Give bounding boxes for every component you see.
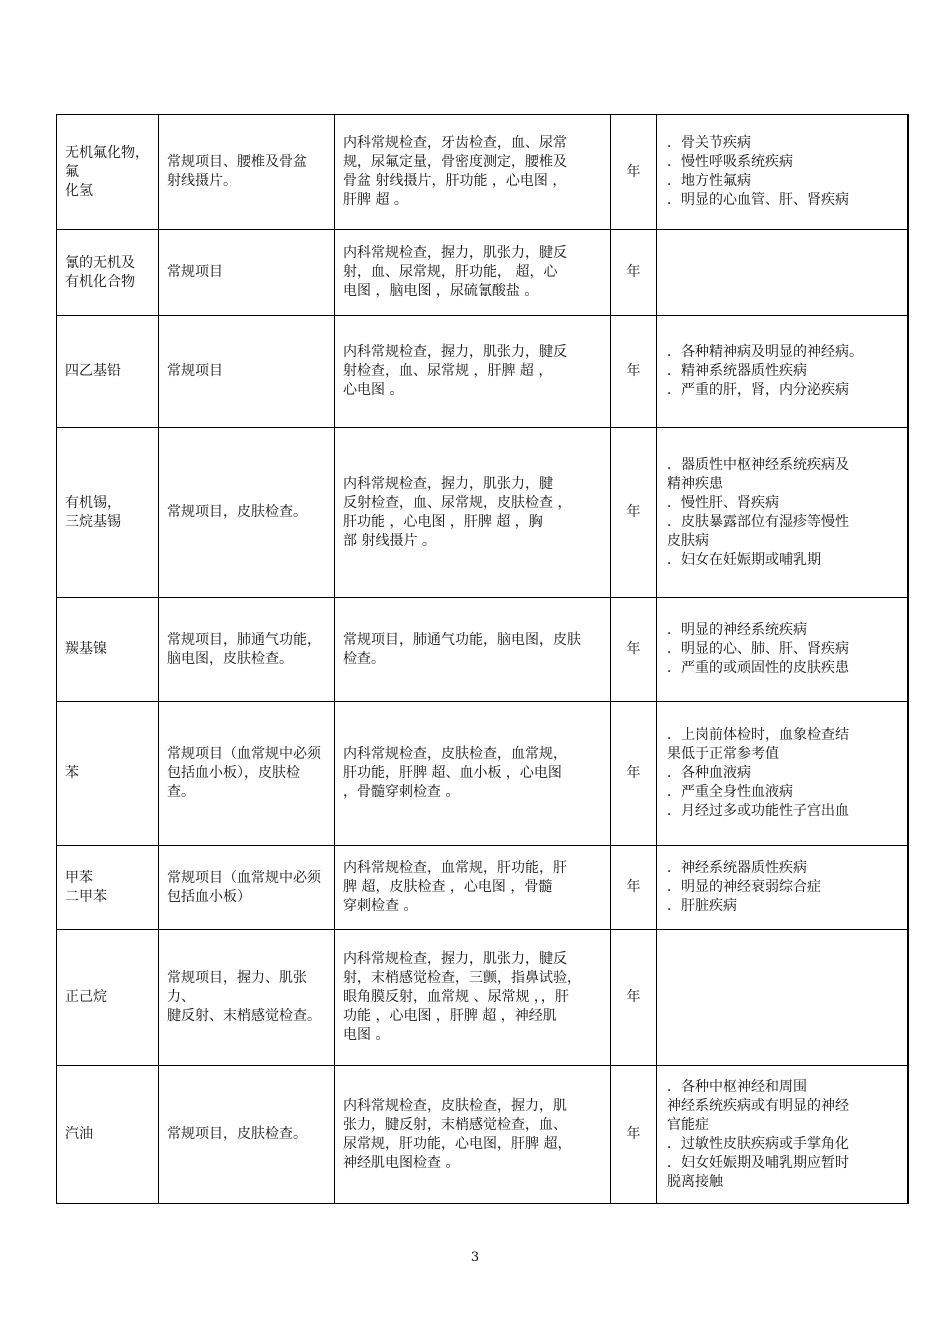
table-row	[57, 702, 908, 846]
exam-content-cell	[335, 598, 611, 702]
cell-text-line: 官能症	[667, 1116, 709, 1133]
contraindication-cell	[657, 316, 908, 428]
cell-text-line: 精神疾患	[667, 475, 723, 492]
cell-text-line: ．神经系统器质性疾病	[667, 860, 807, 876]
cell-text-line: 规，尿氟定量，骨密度测定，腰椎及	[343, 154, 567, 170]
cell-text-line: 张力，腱反射，末梢感觉检查，血、	[343, 1116, 567, 1133]
cell-text-line: ．地方性氟病	[667, 173, 751, 189]
table-row	[57, 428, 908, 598]
exam-items-cell	[159, 1066, 335, 1204]
cell-text-line: 内科常规检查，血常规，肝功能，肝	[343, 860, 567, 876]
cell-text-line: 氰的无机及	[65, 254, 135, 271]
contraindication-cell	[657, 230, 908, 316]
frequency-cell: 年	[611, 702, 657, 846]
cell-text-line: 内科常规检查，握力，肌张力，腱反	[343, 344, 567, 360]
exam-table-body	[57, 115, 908, 1204]
cell-text-line: ，骨髓穿刺检查 。	[343, 784, 460, 800]
cell-text-line: ．明显的心血管、肝、肾疾病	[667, 192, 849, 208]
contraindication-cell	[657, 930, 908, 1066]
cell-text-line: 功能 ，心电图 ，肝脾 超 ，神经肌	[343, 1008, 557, 1024]
exam-content-cell	[335, 1066, 611, 1204]
cell-text-line: 神经肌电图检查 。	[343, 1154, 460, 1171]
table-row	[57, 115, 908, 230]
table-row	[57, 230, 908, 316]
cell-text-line: 无机氟化物，氟	[65, 144, 149, 180]
cell-text-line: 常规项目，皮肤检查。	[167, 504, 307, 520]
cell-text-line: ．各种精神病及明显的神经病。	[667, 344, 863, 360]
contraindication-cell	[657, 428, 908, 598]
exam-items-cell	[159, 428, 335, 598]
cell-text-line: ．严重全身性血液病	[667, 784, 793, 800]
cell-text-line: 果低于正常参考值	[667, 746, 779, 762]
substance-cell	[57, 1066, 159, 1204]
cell-text-line: 常规项目	[167, 363, 223, 379]
cell-text-line: ．慢性肝、肾疾病	[667, 494, 779, 511]
cell-text-line: 检查。	[343, 650, 385, 667]
contraindication-cell	[657, 1066, 908, 1204]
substance-cell	[57, 115, 159, 230]
cell-text-line: 甲苯	[65, 869, 93, 886]
cell-text-line: 眼角膜反射，血常规 、尿常规 ，，肝	[343, 989, 569, 1005]
cell-text-line: ．明显的心、肺、肝、肾疾病	[667, 641, 849, 657]
cell-text-line: ．慢性呼吸系统疾病	[667, 154, 793, 170]
cell-text-line: ．器质性中枢神经系统疾病及	[667, 456, 849, 473]
cell-text-line: 内科常规检查，握力，肌张力，腱反	[343, 951, 567, 967]
substance-cell	[57, 428, 159, 598]
cell-text-line: 二甲苯	[65, 888, 107, 905]
frequency-cell: 年	[611, 1066, 657, 1204]
cell-text-line: 羰基镍	[65, 641, 107, 657]
frequency-cell: 年	[611, 598, 657, 702]
cell-text-line: 部 射线摄片 。	[343, 532, 436, 549]
exam-items-cell	[159, 316, 335, 428]
cell-text-line: ．明显的神经衰弱综合症	[667, 879, 821, 895]
cell-text-line: ．过敏性皮肤疾病或手掌角化	[667, 1135, 849, 1152]
cell-text-line: 有机锡，	[65, 494, 121, 511]
contraindication-cell	[657, 702, 908, 846]
substance-cell	[57, 598, 159, 702]
exam-items-cell	[159, 230, 335, 316]
cell-text-line: 射，末梢感觉检查，三颤，指鼻试验，	[343, 970, 581, 986]
exam-items-cell	[159, 115, 335, 230]
frequency-cell: 年	[611, 930, 657, 1066]
exam-content-cell	[335, 930, 611, 1066]
cell-text-line: 常规项目，肺通气功能，	[167, 631, 321, 648]
exam-items-cell	[159, 930, 335, 1066]
contraindication-cell	[657, 598, 908, 702]
cell-text-line: 苯	[65, 765, 79, 781]
cell-text-line: 常规项目，肺通气功能，脑电图，皮肤	[343, 631, 581, 648]
cell-text-line: 心电图 。	[343, 382, 404, 398]
exam-content-cell	[335, 702, 611, 846]
cell-text-line: 肝功能 ，心电图 ，肝脾 超 ，胸	[343, 513, 543, 530]
cell-text-line: 电图 。	[343, 1027, 390, 1043]
cell-text-line: ．皮肤暴露部位有湿疹等慢性	[667, 513, 849, 530]
contraindication-cell	[657, 115, 908, 230]
exam-content-cell	[335, 316, 611, 428]
cell-text-line: ．骨关节疾病	[667, 135, 751, 151]
cell-text-line: 脾 超，皮肤检查 ，心电图 ，骨髓	[343, 879, 553, 895]
cell-text-line: 常规项目（血常规中必须	[167, 869, 321, 886]
cell-text-line: 常规项目（血常规中必须	[167, 746, 321, 762]
substance-cell	[57, 230, 159, 316]
cell-text-line: 正己烷	[65, 989, 107, 1005]
contraindication-cell	[657, 846, 908, 930]
cell-text-line: 电图 ，脑电图 ，尿硫氰酸盐 。	[343, 283, 539, 299]
cell-text-line: ．月经过多或功能性子宫出血	[667, 803, 849, 819]
exam-content-cell	[335, 115, 611, 230]
cell-text-line: 肝功能，肝脾 超、血小板 ，心电图	[343, 765, 562, 781]
cell-text-line: 穿刺检查 。	[343, 898, 418, 914]
cell-text-line: 反射检查，血、尿常规，皮肤检查 ，	[343, 494, 572, 511]
cell-text-line: 常规项目、腰椎及骨盆	[167, 154, 307, 170]
cell-text-line: 骨盆 射线摄片，肝功能 ，心电图 ，	[343, 173, 567, 189]
exam-content-cell	[335, 428, 611, 598]
cell-text-line: ．肝脏疾病	[667, 898, 737, 914]
cell-text-line: 脱离接触	[667, 1173, 723, 1190]
cell-text-line: 汽油	[65, 1126, 93, 1142]
cell-text-line: 常规项目	[167, 264, 223, 280]
cell-text-line: ．严重的肝，肾，内分泌疾病	[667, 382, 849, 398]
cell-text-line: ．各种血液病	[667, 765, 751, 781]
frequency-cell: 年	[611, 316, 657, 428]
table-row	[57, 316, 908, 428]
cell-text-line: 腱反射、末梢感觉检查。	[167, 1008, 321, 1024]
cell-text-line: ．明显的神经系统疾病	[667, 622, 807, 638]
cell-text-line: 常规项目，握力、肌张力、	[167, 970, 307, 1005]
cell-text-line: 三烷基锡	[65, 513, 121, 530]
cell-text-line: 四乙基铅	[65, 363, 121, 379]
frequency-cell: 年	[611, 428, 657, 598]
cell-text-line: ．妇女妊娠期及哺乳期应暂时	[667, 1154, 849, 1171]
cell-text-line: 包括血小板），皮肤检查。	[167, 765, 300, 800]
cell-text-line: ．妇女在妊娠期或哺乳期	[667, 551, 821, 568]
cell-text-line: 肝脾 超 。	[343, 192, 408, 208]
table-row	[57, 1066, 908, 1204]
table-row	[57, 930, 908, 1066]
cell-text-line: 内科常规检查，皮肤检查，握力，肌	[343, 1097, 567, 1114]
frequency-cell: 年	[611, 115, 657, 230]
cell-text-line: 内科常规检查，牙齿检查，血、尿常	[343, 135, 567, 151]
cell-text-line: 内科常规检查，握力，肌张力，腱	[343, 475, 553, 492]
cell-text-line: 常规项目，皮肤检查。	[167, 1126, 307, 1142]
frequency-cell: 年	[611, 846, 657, 930]
exam-items-cell	[159, 846, 335, 930]
table-row	[57, 846, 908, 930]
page-number: 3	[470, 1250, 480, 1265]
cell-text-line: 内科常规检查，皮肤检查，血常规，	[343, 746, 567, 762]
exam-content-cell	[335, 846, 611, 930]
exam-items-cell	[159, 598, 335, 702]
exam-table	[56, 114, 909, 1204]
cell-text-line: 神经系统疾病或有明显的神经	[667, 1097, 849, 1114]
exam-content-cell	[335, 230, 611, 316]
cell-text-line: 包括血小板）	[167, 888, 251, 905]
cell-text-line: 射线摄片。	[167, 173, 237, 189]
cell-text-line: 尿常规，肝功能，心电图，肝脾 超，	[343, 1135, 572, 1152]
cell-text-line: 皮肤病	[667, 532, 709, 549]
cell-text-line: ．精神系统器质性疾病	[667, 363, 807, 379]
cell-text-line: 内科常规检查，握力，肌张力，腱反	[343, 245, 567, 261]
cell-text-line: 射检查，血、尿常规 ，肝脾 超 ，	[343, 363, 553, 379]
substance-cell	[57, 316, 159, 428]
substance-cell	[57, 930, 159, 1066]
exam-items-cell	[159, 702, 335, 846]
cell-text-line: ．各种中枢神经和周围	[667, 1078, 807, 1095]
cell-text-line: 射，血、尿常规，肝功能， 超，心	[343, 264, 558, 280]
table-row	[57, 598, 908, 702]
frequency-cell: 年	[611, 230, 657, 316]
cell-text-line: 化氢	[65, 182, 93, 199]
cell-text-line: ．严重的或顽固性的皮肤疾患	[667, 660, 849, 676]
substance-cell	[57, 702, 159, 846]
cell-text-line: 脑电图，皮肤检查。	[167, 650, 293, 667]
cell-text-line: 有机化合物	[65, 273, 135, 290]
substance-cell	[57, 846, 159, 930]
cell-text-line: ．上岗前体检时，血象检查结	[667, 727, 849, 743]
